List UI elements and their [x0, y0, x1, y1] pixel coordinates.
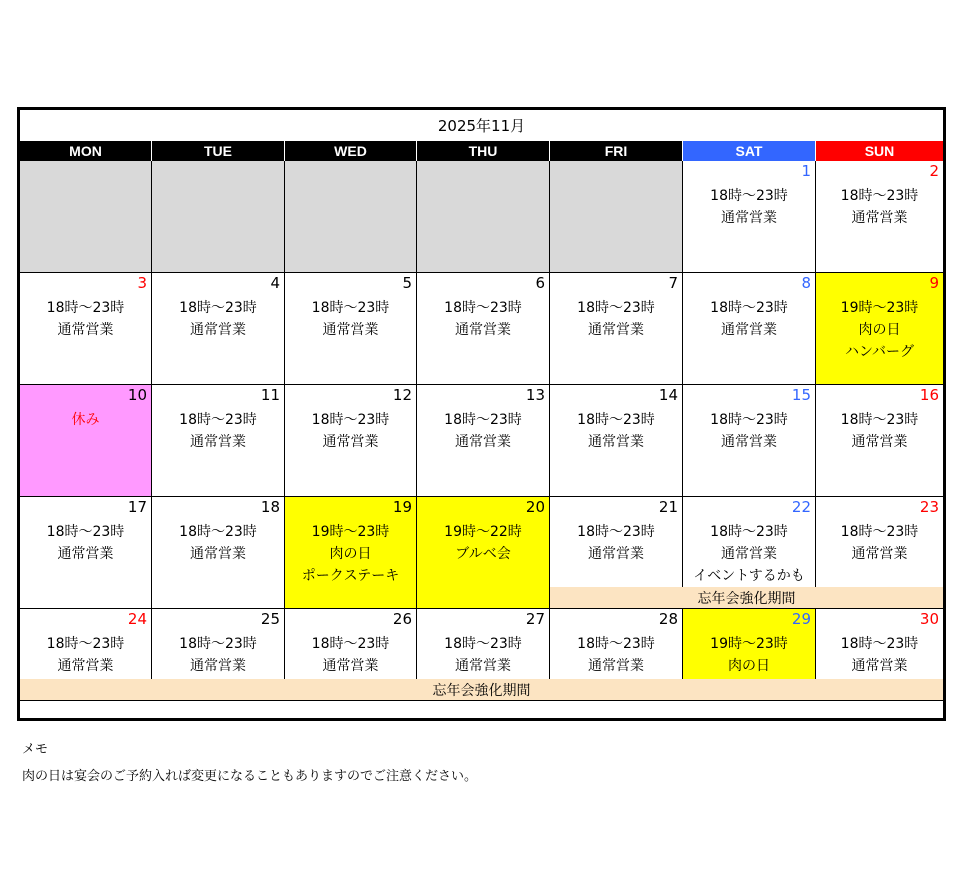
schedule-line: 18時～23時: [577, 636, 655, 652]
day-number: 15: [791, 386, 811, 404]
schedule-line: 通常営業: [588, 434, 644, 450]
day-number: 10: [127, 386, 147, 404]
schedule-line: 通常営業: [721, 210, 777, 226]
day-number: 16: [919, 386, 939, 404]
schedule-line: 通常営業: [455, 322, 511, 338]
day-schedule: [20, 409, 151, 431]
schedule-line: 18時～23時: [444, 636, 522, 652]
day-cell-12: [285, 385, 417, 497]
schedule-line: 通常営業: [455, 434, 511, 450]
day-schedule: [285, 409, 416, 453]
schedule-line: ハンバーグ: [844, 344, 915, 360]
weekday-header-wed: WED: [285, 141, 417, 161]
schedule-line: 通常営業: [455, 658, 511, 674]
schedule-line: 18時～23時: [577, 412, 655, 428]
day-number: 3: [137, 274, 147, 292]
day-number: 8: [801, 274, 811, 292]
day-number: 30: [919, 610, 939, 628]
day-number: 13: [525, 386, 545, 404]
schedule-line: 通常営業: [588, 658, 644, 674]
day-schedule: [550, 297, 682, 341]
day-schedule: [816, 297, 943, 363]
day-schedule: [285, 521, 416, 587]
day-number: 26: [392, 610, 412, 628]
day-number: 24: [127, 610, 147, 628]
day-schedule: [20, 521, 151, 565]
day-schedule: [417, 297, 549, 341]
day-number: 23: [919, 498, 939, 516]
day-number: 20: [525, 498, 545, 516]
schedule-line: ポークステーキ: [301, 568, 400, 584]
day-number: 28: [658, 610, 678, 628]
schedule-line: 通常営業: [721, 434, 777, 450]
bonenkai-period-band: 忘年会強化期間: [550, 587, 943, 608]
bonenkai-period-band: 忘年会強化期間: [20, 679, 943, 700]
empty-day-cell: [550, 161, 683, 273]
schedule-line: 18時～23時: [311, 412, 390, 428]
day-schedule: [152, 521, 284, 565]
day-schedule: [816, 185, 943, 229]
day-number: 17: [127, 498, 147, 516]
schedule-line: 18時～23時: [710, 524, 788, 540]
schedule-line: 通常営業: [322, 322, 379, 338]
schedule-line: 18時～23時: [840, 524, 919, 540]
day-schedule: [417, 409, 549, 453]
day-number: 4: [270, 274, 280, 292]
schedule-line: 通常営業: [57, 322, 114, 338]
day-schedule: [683, 409, 815, 453]
schedule-line: 肉の日: [728, 658, 770, 674]
day-number: 19: [392, 498, 412, 516]
schedule-line: 18時～23時: [46, 636, 125, 652]
weekday-header-sat: SAT: [683, 141, 816, 161]
day-number: 18: [260, 498, 280, 516]
schedule-line: 18時～23時: [444, 412, 522, 428]
day-number: 6: [535, 274, 545, 292]
day-schedule: [683, 521, 815, 587]
weekday-header-thu: THU: [417, 141, 550, 161]
day-schedule: [816, 409, 943, 453]
empty-day-cell: [152, 161, 285, 273]
day-schedule: [285, 297, 416, 341]
day-schedule: [152, 409, 284, 453]
weekday-header-tue: TUE: [152, 141, 285, 161]
schedule-line: 通常営業: [190, 546, 246, 562]
day-number: 9: [929, 274, 939, 292]
day-cell-17: [20, 497, 152, 609]
schedule-line: 肉の日: [329, 546, 372, 562]
day-schedule: [285, 633, 416, 677]
schedule-line: ブルベ会: [455, 546, 511, 562]
day-schedule: [683, 185, 815, 229]
schedule-line: 18時～23時: [311, 636, 390, 652]
day-cell-13: [417, 385, 550, 497]
schedule-line: 19時～23時: [710, 636, 788, 652]
schedule-line: 18時～23時: [46, 524, 125, 540]
day-schedule: [816, 633, 943, 677]
schedule-line: 通常営業: [588, 322, 644, 338]
day-number: 5: [402, 274, 412, 292]
schedule-line: 通常営業: [57, 546, 114, 562]
day-cell-10: [20, 385, 152, 497]
day-cell-6: [417, 273, 550, 385]
schedule-line: 通常営業: [851, 434, 908, 450]
weekday-header-fri: FRI: [550, 141, 683, 161]
weekday-header-mon: MON: [20, 141, 152, 161]
schedule-line: 18時～23時: [179, 524, 257, 540]
schedule-line: 18時～23時: [710, 188, 788, 204]
schedule-line: 18時～23時: [840, 412, 919, 428]
day-schedule: [417, 633, 549, 677]
schedule-line: 通常営業: [721, 322, 777, 338]
schedule-line: 18時～23時: [179, 636, 257, 652]
day-schedule: [816, 521, 943, 565]
day-number: 2: [929, 162, 939, 180]
empty-day-cell: [417, 161, 550, 273]
schedule-line: 通常営業: [851, 210, 908, 226]
day-cell-14: [550, 385, 683, 497]
schedule-line: 通常営業: [190, 434, 246, 450]
day-schedule: [550, 409, 682, 453]
day-cell-1: [683, 161, 816, 273]
day-number: 14: [658, 386, 678, 404]
schedule-line: 18時～23時: [179, 300, 257, 316]
schedule-line: イベントするかも: [693, 568, 805, 584]
day-number: 1: [801, 162, 811, 180]
day-cell-5: [285, 273, 417, 385]
schedule-line: 通常営業: [190, 322, 246, 338]
schedule-line: 18時～23時: [710, 300, 788, 316]
schedule-line: 18時～23時: [710, 412, 788, 428]
schedule-line: 通常営業: [190, 658, 246, 674]
schedule-line: 18時～23時: [179, 412, 257, 428]
day-number: 27: [525, 610, 545, 628]
day-cell-11: [152, 385, 285, 497]
schedule-line: 19時～23時: [840, 300, 919, 316]
schedule-line: 18時～23時: [840, 636, 919, 652]
memo-text: 肉の日は宴会のご予約入れば変更になることもありますのでご注意ください。: [22, 769, 478, 784]
weekday-header-sun: SUN: [816, 141, 943, 161]
day-cell-8: [683, 273, 816, 385]
day-cell-4: [152, 273, 285, 385]
day-cell-16: [816, 385, 943, 497]
schedule-line: 肉の日: [858, 322, 901, 338]
day-number: 22: [791, 498, 811, 516]
schedule-line: 19時～23時: [311, 524, 390, 540]
schedule-line: 18時～23時: [444, 300, 522, 316]
schedule-line: 通常営業: [322, 658, 379, 674]
day-schedule: [683, 297, 815, 341]
schedule-line: 18時～23時: [46, 300, 125, 316]
schedule-line: 通常営業: [57, 658, 114, 674]
day-number: 11: [260, 386, 280, 404]
day-schedule: [550, 633, 682, 677]
day-cell-2: [816, 161, 943, 273]
schedule-line: 通常営業: [322, 434, 379, 450]
day-schedule: [417, 521, 549, 565]
day-number: 21: [658, 498, 678, 516]
schedule-line: 18時～23時: [577, 524, 655, 540]
schedule-line: 19時～22時: [444, 524, 522, 540]
schedule-line: 通常営業: [721, 546, 777, 562]
schedule-line: 通常営業: [851, 658, 908, 674]
calendar: [17, 107, 946, 721]
day-number: 29: [791, 610, 811, 628]
schedule-line: 通常営業: [851, 546, 908, 562]
day-cell-15: [683, 385, 816, 497]
empty-day-cell: [285, 161, 417, 273]
day-cell-3: [20, 273, 152, 385]
day-cell-7: [550, 273, 683, 385]
calendar-title: 2025年11月: [437, 117, 526, 135]
memo-heading: メモ: [22, 742, 49, 757]
schedule-line: 18時～23時: [577, 300, 655, 316]
schedule-line: 18時～23時: [311, 300, 390, 316]
day-cell-18: [152, 497, 285, 609]
day-cell-20: [417, 497, 550, 609]
empty-day-cell: [20, 161, 152, 273]
schedule-line: 18時～23時: [840, 188, 919, 204]
day-number: 7: [668, 274, 678, 292]
schedule-line: 休み: [71, 412, 100, 428]
day-schedule: [152, 297, 284, 341]
day-schedule: [20, 297, 151, 341]
day-cell-19: [285, 497, 417, 609]
day-number: 12: [392, 386, 412, 404]
schedule-line: 通常営業: [588, 546, 644, 562]
day-cell-9: [816, 273, 943, 385]
day-number: 25: [260, 610, 280, 628]
day-schedule: [20, 633, 151, 677]
day-schedule: [152, 633, 284, 677]
day-schedule: [550, 521, 682, 565]
